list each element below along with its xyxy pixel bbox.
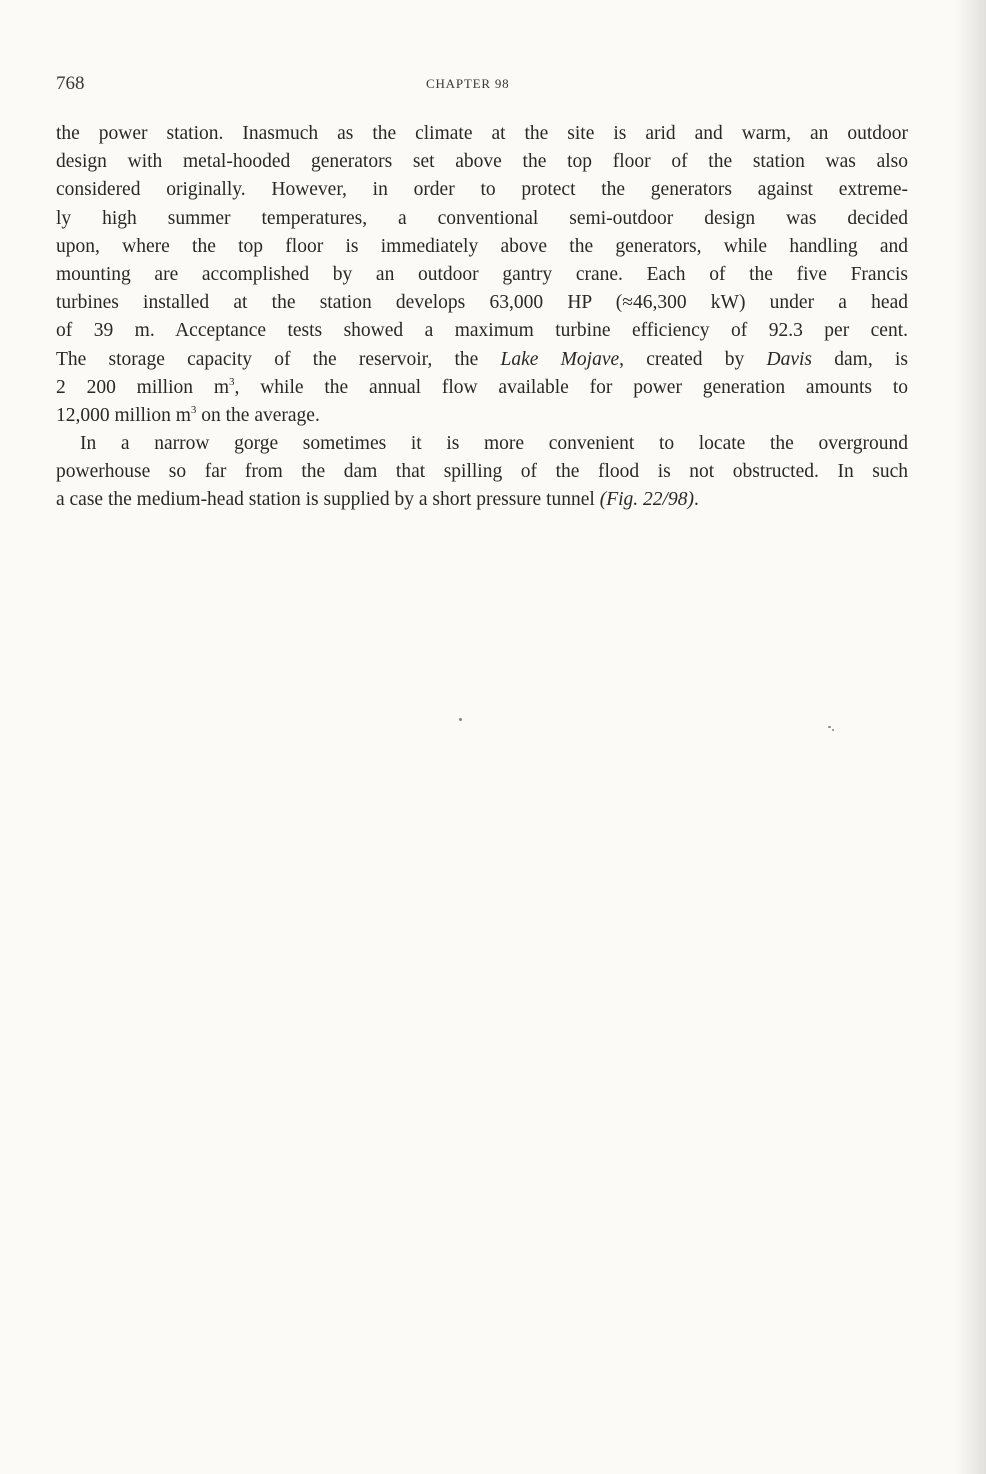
text-line	[56, 402, 908, 430]
running-head	[56, 73, 908, 97]
text-run: 2 200 million m	[56, 376, 230, 398]
text-line	[56, 346, 908, 374]
paragraph-2	[56, 430, 908, 515]
text-line: powerhouse so far from the dam that spilling of the flood is not obstructed. In such	[56, 461, 908, 483]
text-line: ly high summer temperatures, a conventional semi-outdoor design was decided	[56, 207, 908, 229]
lake-name: Lake Mojave	[500, 348, 620, 370]
paragraph-1	[56, 120, 908, 430]
text-run: on the average.	[196, 404, 320, 426]
scan-speck	[832, 729, 834, 731]
superscript: 3	[190, 403, 197, 416]
text-run: , while the annual flow available for power generation amounts to	[234, 376, 908, 398]
text-line: In a narrow gorge sometimes it is more convenient to locate the overground	[80, 433, 908, 455]
scan-speck	[459, 718, 462, 721]
text-line: design with metal-hooded generators set above the top floor of the station was also	[56, 151, 908, 173]
text-line: upon, where the top floor is immediately above the generators, while handling and	[56, 235, 908, 257]
text-run: , created by	[619, 348, 767, 370]
superscript: 3	[229, 375, 235, 388]
page-number: 768	[56, 73, 85, 94]
scan-speck	[828, 726, 831, 728]
text-line: the power station. Inasmuch as the climate at the site is arid and warm, an outdoor	[56, 123, 908, 144]
dam-name: Davis	[766, 348, 813, 370]
text-line: considered originally. However, in order to protect the generators against extreme-	[56, 179, 908, 201]
text-line: mounting are accomplished by an outdoor gantry crane. Each of the five Francis	[56, 263, 908, 285]
text-line: turbines installed at the station develops 63,000 HP (≈46,300 kW) under a head	[56, 292, 908, 314]
figure-reference: (Fig. 22/98)	[599, 489, 694, 511]
body-text	[56, 120, 908, 515]
text-line	[56, 374, 908, 402]
text-line	[56, 486, 908, 514]
text-run: The storage capacity of the reservoir, the	[56, 348, 501, 370]
text-run: 12,000 million m	[56, 404, 191, 426]
text-run: a case the medium-head station is supplied by a short pressure tunnel	[56, 489, 600, 511]
text-run: .	[693, 489, 699, 511]
text-run: dam, is	[812, 348, 908, 370]
text-line: of 39 m. Acceptance tests showed a maximum turbine efficiency of 92.3 per cent.	[56, 320, 908, 342]
chapter-title: CHAPTER 98	[426, 76, 510, 91]
